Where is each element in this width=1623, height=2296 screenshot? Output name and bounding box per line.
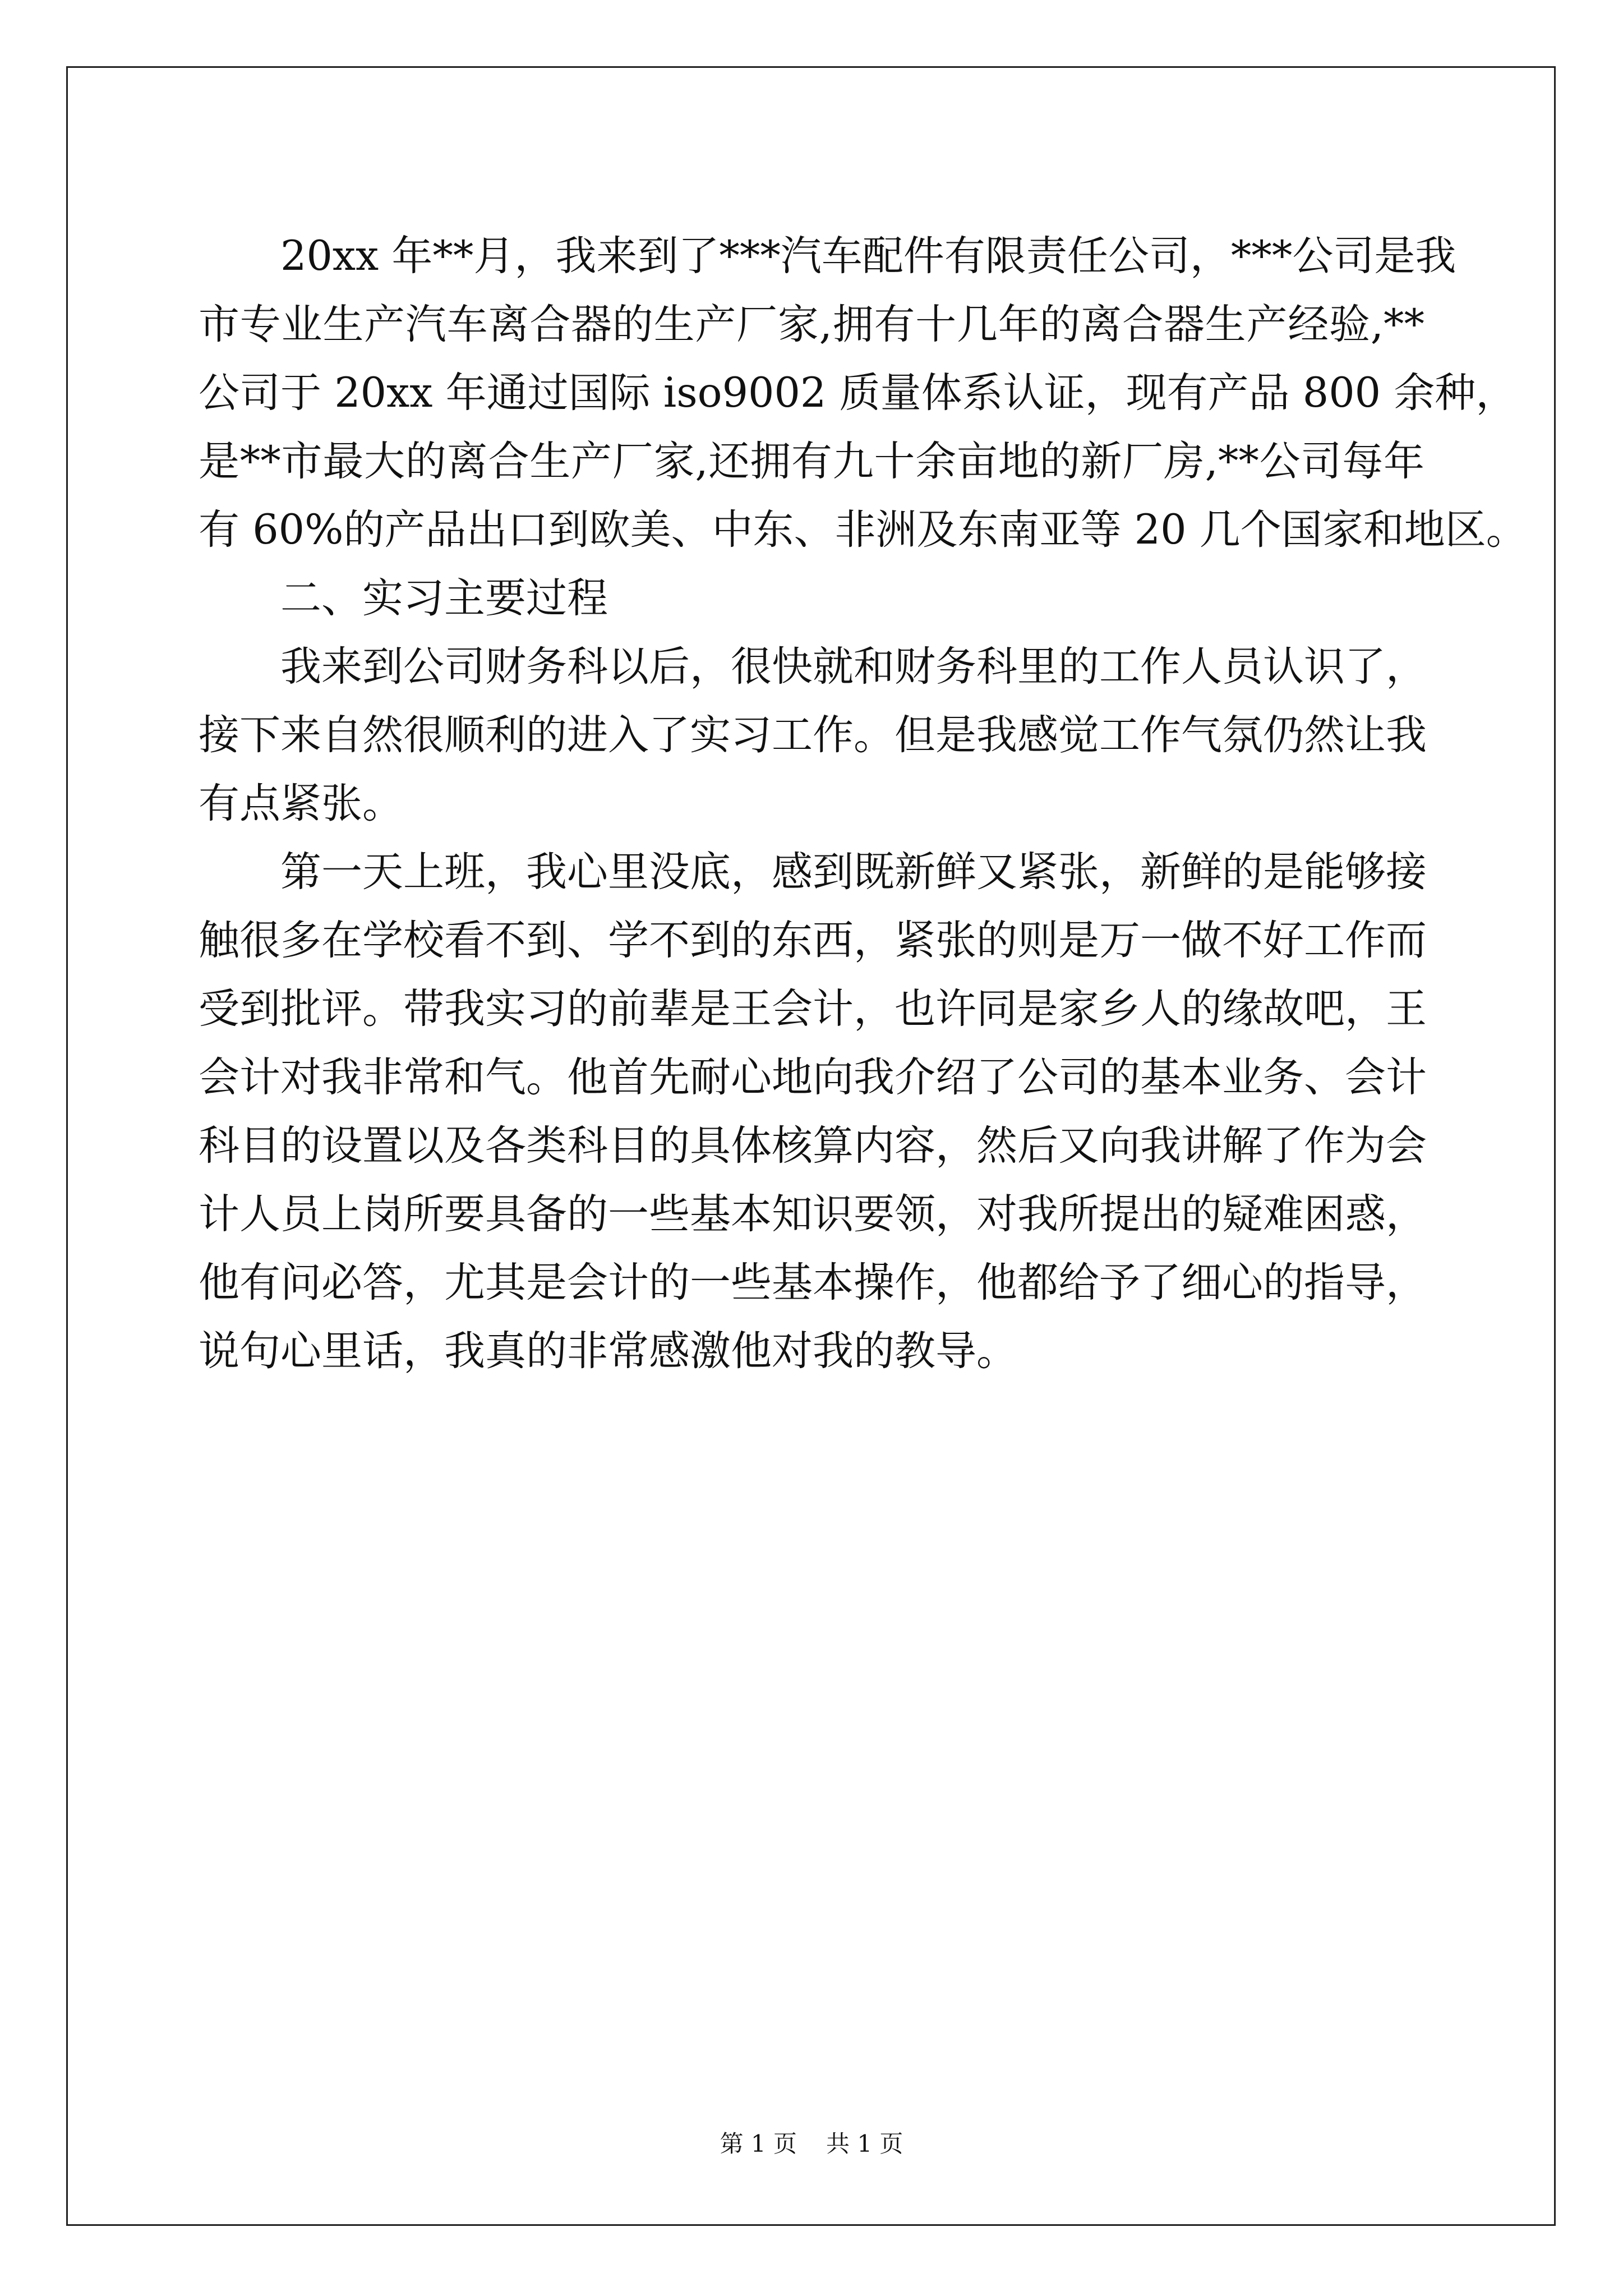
page-total: 共 1 页 <box>826 2130 903 2157</box>
text-line: 有点紧张。 <box>199 780 403 827</box>
section-heading <box>199 564 1424 633</box>
text-line: 有 60%的产品出口到欧美、中东、非洲及东南亚等 20 几个国家和地区。 <box>199 506 1527 554</box>
heading-text: 二、实习主要过程 <box>199 574 608 622</box>
text-line: 他有问必答，尤其是会计的一些基本操作，他都给予了细心的指导， <box>199 1259 1427 1306</box>
text-line: 受到批评。带我实习的前辈是王会计，也许同是家乡人的缘故吧，王 <box>199 985 1427 1033</box>
text-line: 我来到公司财务科以后，很快就和财务科里的工作人员认识了， <box>199 643 1427 691</box>
text-line: 接下来自然很顺利的进入了实习工作。但是我感觉工作气氛仍然让我 <box>199 711 1427 759</box>
text-line: 20xx 年**月，我来到了***汽车配件有限责任公司，***公司是我 <box>199 232 1456 280</box>
text-line: 会计对我非常和气。他首先耐心地向我介绍了公司的基本业务、会计 <box>199 1053 1427 1101</box>
text-line: 科目的设置以及各类科目的具体核算内容，然后又向我讲解了作为会 <box>199 1122 1427 1170</box>
page-footer <box>0 2127 1623 2161</box>
text-line: 第一天上班，我心里没底，感到既新鲜又紧张，新鲜的是能够接 <box>199 848 1427 896</box>
page-number: 第 1 页 <box>720 2130 797 2157</box>
text-line: 是**市最大的离合生产厂家,还拥有九十余亩地的新厂房,**公司每年 <box>199 438 1424 485</box>
paragraph-company-intro <box>199 222 1527 564</box>
paragraph-first-day <box>199 838 1427 1386</box>
text-line: 公司于 20xx 年通过国际 iso9002 质量体系认证，现有产品 800 余种， <box>199 369 1517 417</box>
text-line: 市专业生产汽车离合器的生产厂家,拥有十几年的离合器生产经验,** <box>199 301 1424 348</box>
paragraph-arrival <box>199 633 1427 838</box>
text-line: 计人员上岗所要具备的一些基本知识要领，对我所提出的疑难困惑， <box>199 1190 1427 1238</box>
text-line: 说句心里话，我真的非常感激他对我的教导。 <box>199 1327 1017 1375</box>
text-line: 触很多在学校看不到、学不到的东西，紧张的则是万一做不好工作而 <box>199 917 1427 964</box>
document-body <box>199 222 1527 1386</box>
